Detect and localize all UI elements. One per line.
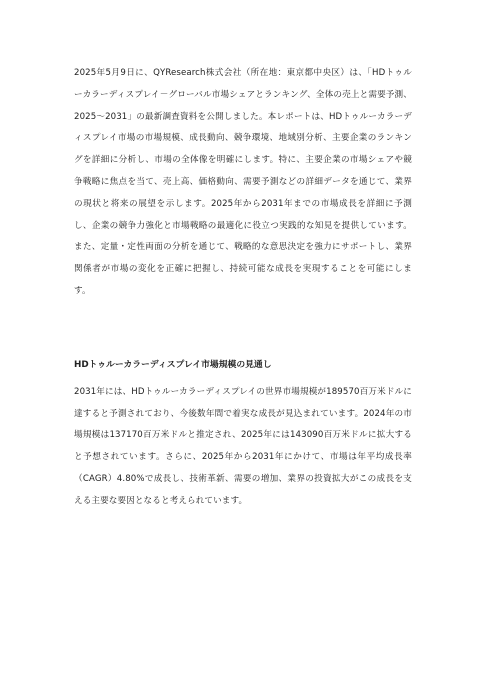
intro-paragraph: 2025年5月9日に、QYResearch株式会社（所在地：東京都中央区）は、「HDトゥルーカラーディスプレイ－グローバル市場シェアとランキング、全体の売上と需要予測、2025～2031」の最新調査資料を公開しました。本レポートは、HDトゥルーカラーディスプレイ市場の市場規模、成長動向、競争環境、地域別分析、主要企業のランキングを詳細に分析し、市場の全体像を明確にします。特に、主要企業の市場シェアや競争戦略に焦点を当て、売上高、価格動向、需要予測などの詳細データを通じて、業界の現状と将来の展望を示します。2025年から2031年までの市場成長を詳細に予測し、企業の競争力強化と市場戦略の最適化に役立つ実践的な知見を提供しています。また、定量・定性両面の分析を通じて、戦略的な意思決定を強力にサポートし、業界関係者が市場の変化を正確に把握し、持続可能な成長を実現することを可能にします。 — [74, 68, 412, 296]
market-size-paragraph: 2031年には、HDトゥルーカラーディスプレイの世界市場規模が189570百万米ドルに達すると予測されており、今後数年間で着実な成長が見込まれています。2024年の市場規模は137170百万米ドルと推定され、2025年には143090百万米ドルに拡大すると予想されています。さらに、2025年から2031年にかけて、市場は年平均成長率（CAGR）4.80%で成長し、技術革新、需要の増加、業界の投資拡大がこの成長を支える主要な要因となると考えられています。 — [74, 386, 412, 506]
section-heading: HDトゥルーカラーディスプレイ市場規模の見通し — [74, 359, 272, 370]
document-body — [74, 63, 412, 513]
